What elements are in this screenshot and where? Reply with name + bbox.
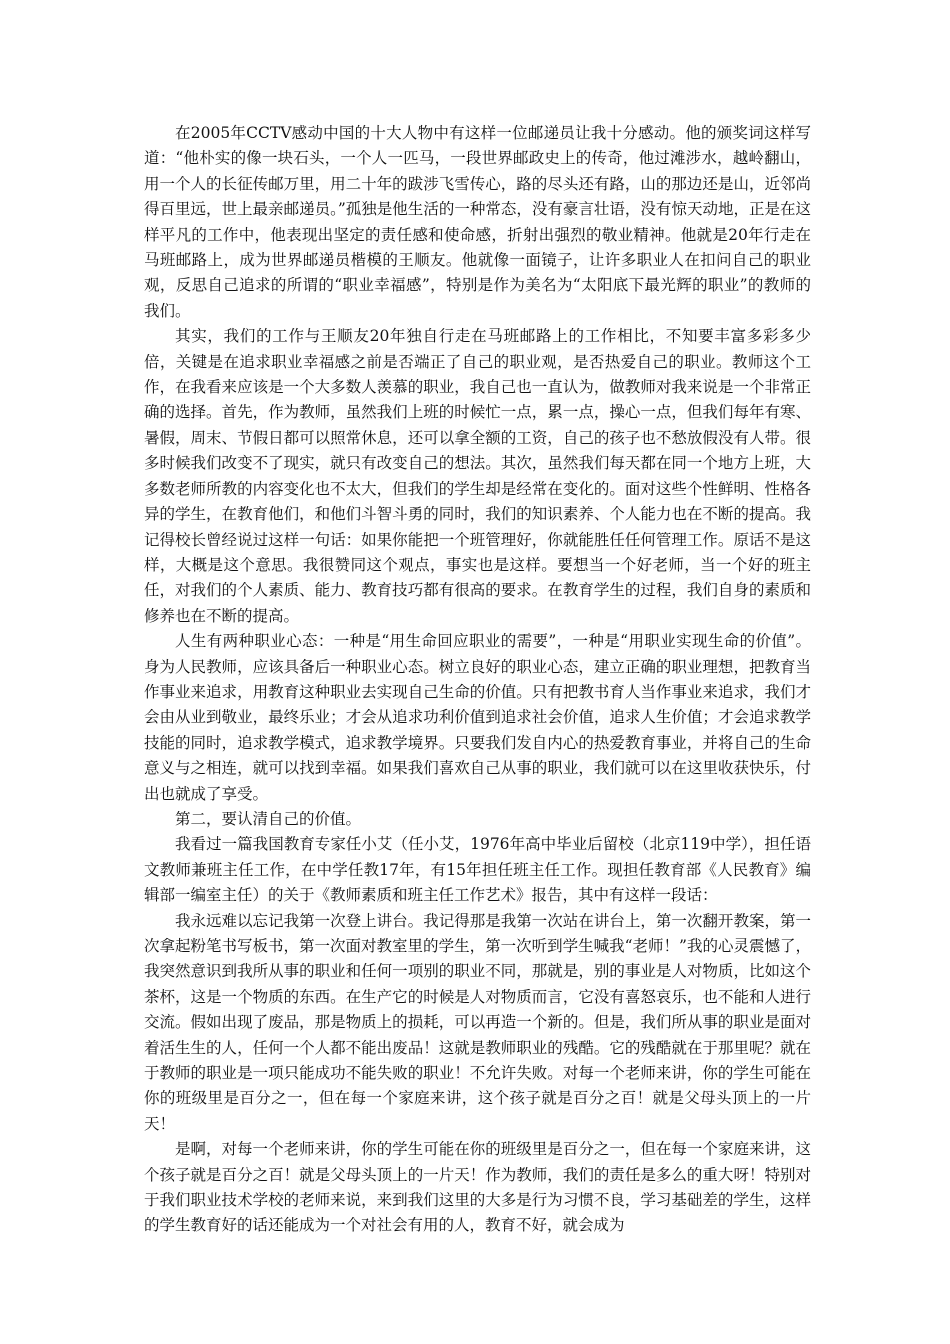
document-body — [144, 121, 811, 1239]
paragraph-ren-xiaoai-intro: 我看过一篇我国教育专家任小艾（任小艾，1976年高中毕业后留校（北京119中学），担任语文教师兼班主任工作，在中学任教17年，有15年担任班主任工作。现担任教育部《人民教育》编辑部一编室主任）的关于《教师素质和班主任工作艺术》报告，其中有这样一段话： — [144, 835, 811, 905]
paragraph-career-view: 其实，我们的工作与王顺友20年独自行走在马班邮路上的工作相比，不知要丰富多彩多少倍，关键是在追求职业幸福感之前是否端正了自己的职业观，是否热爱自己的职业。教师这个工作，在我看来应该是一个大多数人羡慕的职业，我自己也一直认为，做教师对我来说是一个非常正确的选择。首先，作为教师，虽然我们上班的时候忙一点，累一点，操心一点，但我们每年有寒、暑假，周末、节假日都可以照常休息，还可以拿全额的工资，自己的孩子也不愁放假没有人带。很多时候我们改变不了现实，就只有改变自己的想法。其次，虽然我们每天都在同一个地方上班，大多数老师所教的内容变化也不太大，但我们的学生却是经常在变化的。面对这些个性鲜明、性格各异的学生，在教育他们，和他们斗智斗勇的同时，我们的知识素养、个人能力也在不断的提高。我记得校长曾经说过这样一句话：如果你能把一个班管理好，你就能胜任任何管理工作。原话不是这样，大概是这个意思。我很赞同这个观点，事实也是这样。要想当一个好老师，当一个好的班主任，对我们的个人素质、能力、教育技巧都有很高的要求。在教育学生的过程，我们自身的素质和修养也在不断的提高。 — [144, 327, 811, 625]
paragraph-teacher-responsibility: 是啊，对每一个老师来讲，你的学生可能在你的班级里是百分之一，但在每一个家庭来讲，这个孩子就是百分之百！就是父母头顶上的一片天！作为教师，我们的责任是多么的重大呀！特别对于我们职业技术学校的老师来说，来到我们这里的大多是行为习惯不良，学习基础差的学生，这样的学生教育好的话还能成为一个对社会有用的人，教育不好，就会成为 — [144, 1140, 811, 1235]
paragraph-cctv-postman: 在2005年CCTV感动中国的十大人物中有这样一位邮递员让我十分感动。他的颁奖词这样写道：“他朴实的像一块石头，一个人一匹马，一段世界邮政史上的传奇，他过滩涉水，越岭翻山，用一个人的长征传邮万里，用二十年的跋涉飞雪传心，路的尽头还有路，山的那边还是山，近邻尚得百里远，世上最亲邮递员。”孤独是他生活的一种常态，没有豪言壮语，没有惊天动地，正是在这样平凡的工作中，他表现出坚定的责任感和使命感，折射出强烈的敬业精神。他就是20年行走在马班邮路上，成为世界邮递员楷模的王顺友。他就像一面镜子，让许多职业人在扣问自己的职业观，反思自己追求的所谓的“职业幸福感”，特别是作为美名为“太阳底下最光辉的职业”的教师的我们。 — [144, 124, 811, 320]
paragraph-first-lecture-quote: 我永远难以忘记我第一次登上讲台。我记得那是我第一次站在讲台上，第一次翻开教案，第一次拿起粉笔书写板书，第一次面对教室里的学生，第一次听到学生喊我“老师！”我的心灵震憾了，我突然意识到我所从事的职业和任何一项别的职业不同，那就是，别的事业是人对物质，比如这个茶杯，这是一个物质的东西。在生产它的时候是人对物质而言，它没有喜怒哀乐，也不能和人进行交流。假如出现了废品，那是物质上的损耗，可以再造一个新的。但是，我们所从事的职业是面对着活生生的人，任何一个人都不能出废品！这就是教师职业的残酷。它的残酷就在于那里呢？就在于教师的职业是一项只能成功不能失败的职业！不允许失败。对每一个老师来讲，你的学生可能在你的班级里是百分之一，但在每一个家庭来讲，这个孩子就是百分之百！就是父母头顶上的一片天！ — [144, 911, 811, 1133]
paragraph-career-mindset: 人生有两种职业心态：一种是“用生命回应职业的需要”，一种是“用职业实现生命的价值”。身为人民教师，应该具备后一种职业心态。树立良好的职业心态，建立正确的职业理想，把教育当作事业来追求，用教育这种职业去实现自己生命的价值。只有把教书育人当作事业来追求，我们才会由从业到敬业，最终乐业；才会从追求功利价值到追求社会价值，追求人生价值；才会追求教学技能的同时，追求教学模式，追求教学境界。只要我们发自内心的热爱教育事业，并将自己的生命意义与之相连，就可以找到幸福。如果我们喜欢自己从事的职业，我们就可以在这里收获快乐，付出也就成了享受。 — [144, 632, 811, 803]
paragraph-second-point: 第二，要认清自己的价值。 — [175, 809, 362, 828]
